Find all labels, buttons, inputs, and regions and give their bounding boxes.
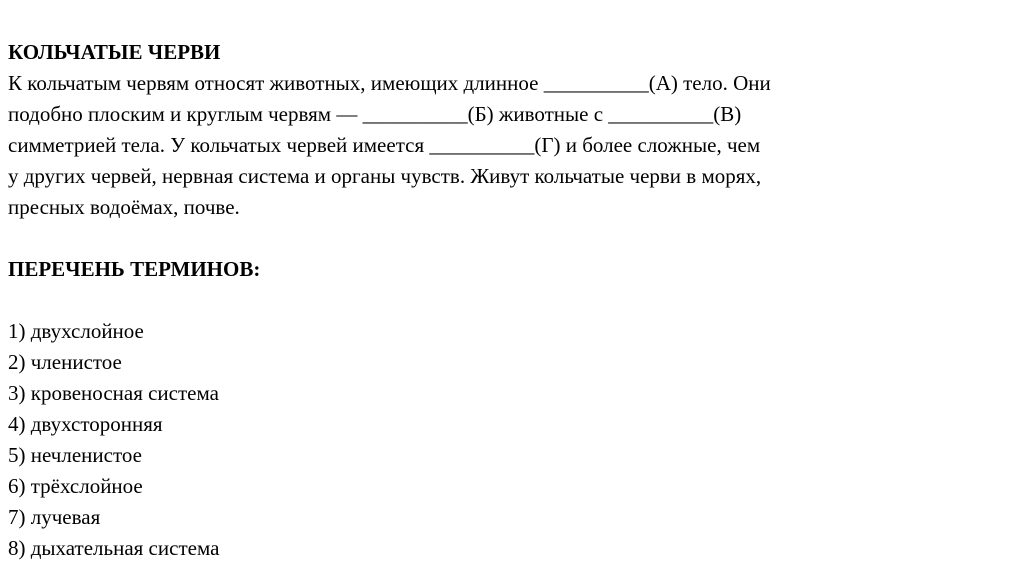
term-item: 1) двухслойное	[8, 319, 144, 343]
paragraph-line: К кольчатым червям относят животных, имеющих длинное __________(А) тело. Они	[8, 71, 771, 95]
term-item: 4) двухсторонняя	[8, 412, 163, 436]
document-page	[8, 37, 1008, 564]
term-item: 2) членистое	[8, 350, 122, 374]
page-title: КОЛЬЧАТЫЕ ЧЕРВИ	[8, 40, 221, 64]
paragraph-line: симметрией тела. У кольчатых червей имеется __________(Г) и более сложные, чем	[8, 133, 761, 157]
paragraph-line: у других червей, нервная система и органы чувств. Живут кольчатые черви в морях,	[8, 164, 762, 188]
term-item: 7) лучевая	[8, 505, 101, 529]
term-item: 8) дыхательная система	[8, 536, 220, 560]
term-item: 5) нечленистое	[8, 443, 142, 467]
term-item: 6) трёхслойное	[8, 474, 143, 498]
paragraph-line: пресных водоёмах, почве.	[8, 195, 240, 219]
terms-heading: ПЕРЕЧЕНЬ ТЕРМИНОВ:	[8, 257, 261, 281]
terms-list	[8, 316, 1008, 564]
term-item: 3) кровеносная система	[8, 381, 219, 405]
spacer	[8, 223, 1008, 254]
task-paragraph	[8, 68, 1008, 223]
spacer	[8, 285, 1008, 316]
paragraph-line: подобно плоским и круглым червям — __________(Б) животные с __________(В)	[8, 102, 742, 126]
